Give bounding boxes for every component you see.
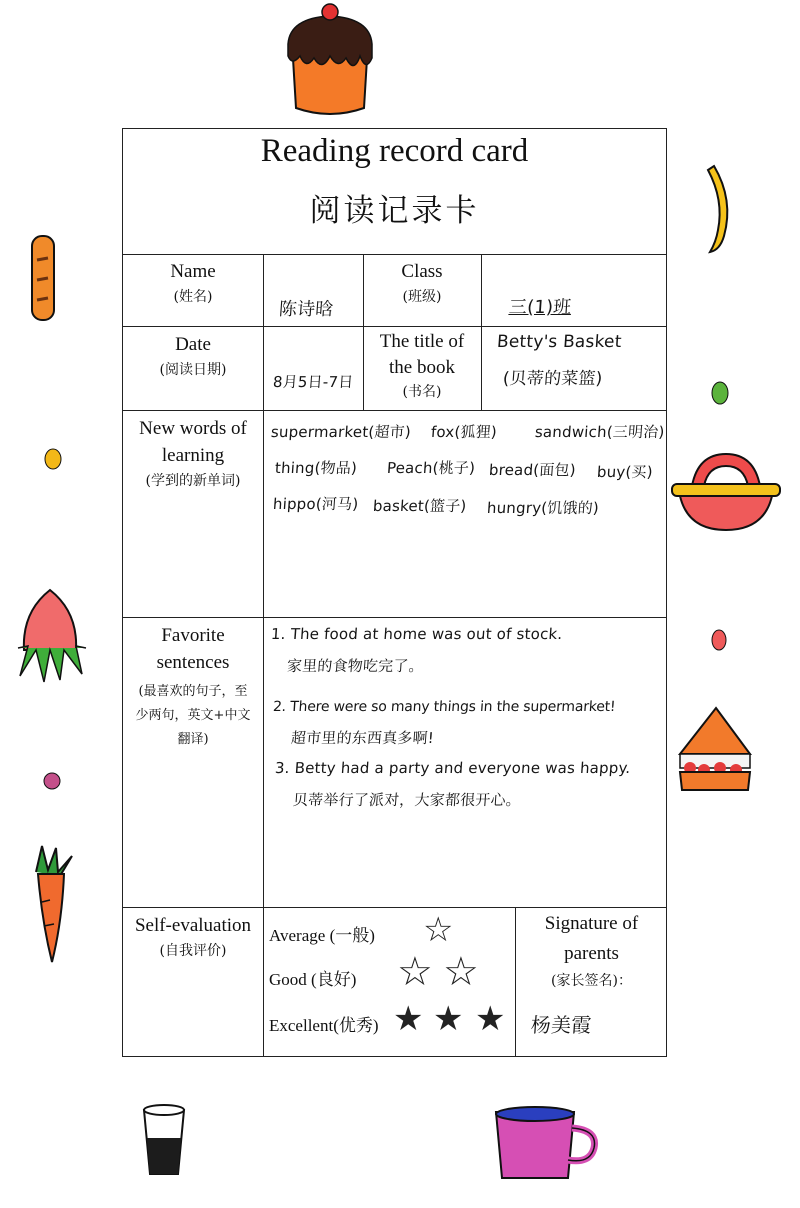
sentence-cn: 超市里的东西真多啊! xyxy=(290,729,435,747)
book-label-cn: (书名) xyxy=(402,384,442,400)
new-words-label-cell xyxy=(123,415,263,493)
new-word: thing(物品) xyxy=(274,459,358,477)
cup-icon xyxy=(488,1102,604,1184)
sentences-label-cn-line1: (最喜欢的句子，至 xyxy=(138,684,248,699)
card-title-en: Reading record card xyxy=(260,133,529,169)
book-label-line2: the book xyxy=(389,357,455,378)
self-eval-label: Self-evaluation xyxy=(134,915,252,936)
rating-average-label: Average (一般) xyxy=(269,926,375,945)
bread-stick-icon xyxy=(26,232,60,324)
yellow-dot-icon xyxy=(40,444,66,474)
date-label: Date xyxy=(175,334,211,355)
book-label-line1: The title of xyxy=(379,331,465,352)
cake-icon xyxy=(280,0,380,120)
class-label-cell xyxy=(363,258,481,309)
new-word: hippo(河马) xyxy=(272,495,360,513)
name-value[interactable]: 陈诗晗 xyxy=(278,299,335,320)
divider xyxy=(263,254,264,1056)
new-words-label-line2: learning xyxy=(161,445,225,466)
signature-label-cell xyxy=(517,909,666,993)
rating-good-label: Good (良好) xyxy=(269,970,357,989)
book-value-line2[interactable]: (贝蒂的菜篮) xyxy=(502,369,604,389)
banana-icon xyxy=(700,160,750,260)
new-word: bread(面包) xyxy=(488,461,577,479)
new-word: hungry(饥饿的) xyxy=(486,499,600,517)
name-label-cell xyxy=(123,258,263,309)
new-word: sandwich(三明治) xyxy=(534,423,666,441)
star-outline-icon[interactable]: ☆ xyxy=(423,912,454,949)
divider xyxy=(123,254,666,255)
sentences-label-line1: Favorite xyxy=(161,625,225,646)
book-value-line1[interactable]: Betty's Basket xyxy=(496,332,623,352)
signature-value[interactable]: 杨美霞 xyxy=(530,1013,593,1037)
class-label-cn: (班级) xyxy=(402,289,442,305)
divider xyxy=(515,907,516,1056)
date-value[interactable]: 8月5日-7日 xyxy=(272,373,355,391)
class-label: Class xyxy=(401,261,443,282)
new-word: fox(狐狸) xyxy=(430,423,498,441)
divider xyxy=(123,410,666,411)
new-words-label-cn: (学到的新单词) xyxy=(145,473,241,489)
star-outline-icon[interactable]: ☆ xyxy=(443,949,479,994)
new-words-label-line1: New words of xyxy=(139,418,247,439)
star-outline-icon[interactable]: ☆ xyxy=(397,949,433,994)
name-label: Name xyxy=(170,261,216,282)
sandwich-icon xyxy=(674,704,754,798)
date-label-cn: (阅读日期) xyxy=(159,362,227,378)
new-word: Peach(桃子) xyxy=(386,459,476,477)
date-label-cell xyxy=(123,331,263,382)
sentences-label-cn-line2: 少两句，英文+中文 xyxy=(135,708,251,723)
sentence-cn: 家里的食物吃完了。 xyxy=(286,657,425,675)
sentence-cn: 贝蒂举行了派对，大家都很开心。 xyxy=(292,791,522,809)
sentences-label-cn-line3: 翻译) xyxy=(177,732,209,747)
new-word: supermarket(超市) xyxy=(270,423,412,441)
grape-icon xyxy=(40,768,64,794)
sentence-en: 1. The food at home was out of stock. xyxy=(270,625,564,643)
reading-record-card xyxy=(122,128,667,1057)
green-dot-icon xyxy=(708,378,732,408)
divider xyxy=(123,326,666,327)
signature-label-line1: Signature of xyxy=(544,913,639,934)
sentence-en: 2. There were so many things in the supermarket! xyxy=(272,699,616,715)
divider xyxy=(481,254,482,410)
glass-icon xyxy=(136,1100,192,1180)
divider xyxy=(123,617,666,618)
name-label-cn: (姓名) xyxy=(173,289,213,305)
self-eval-label-cell xyxy=(123,912,263,963)
divider xyxy=(123,907,666,908)
new-word: basket(篮子) xyxy=(372,497,468,515)
class-value[interactable]: 三(1)班 xyxy=(508,297,573,318)
red-dot-icon xyxy=(708,626,730,654)
new-word: buy(买) xyxy=(596,463,654,481)
card-title-cn: 阅读记录卡 xyxy=(309,193,480,229)
sentences-label-line2: sentences xyxy=(156,652,230,673)
sentences-label-cell xyxy=(123,622,263,752)
self-eval-label-cn: (自我评价) xyxy=(159,943,227,959)
rating-excellent-label: Excellent(优秀) xyxy=(269,1016,379,1035)
sentence-en: 3. Betty had a party and everyone was happy. xyxy=(274,759,632,777)
star-filled-icon[interactable]: ★ xyxy=(393,1001,424,1038)
star-filled-icon[interactable]: ★ xyxy=(433,1001,464,1038)
book-label-cell xyxy=(363,329,481,403)
star-filled-icon[interactable]: ★ xyxy=(475,1001,506,1038)
signature-label-cn: (家长签名)： xyxy=(551,973,632,989)
signature-label-line2: parents xyxy=(564,943,619,964)
strawberry-icon xyxy=(12,584,88,688)
carrot-icon xyxy=(16,842,80,966)
basket-icon xyxy=(668,450,784,534)
